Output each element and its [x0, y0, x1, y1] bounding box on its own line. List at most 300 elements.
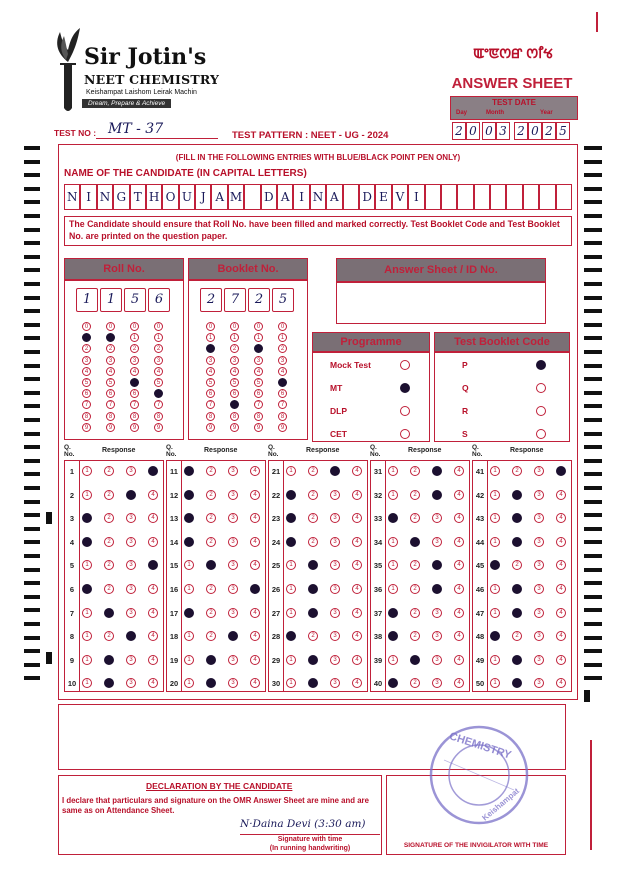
digit-bubble[interactable]: 9: [254, 423, 263, 432]
digit-bubble[interactable]: 9: [130, 423, 139, 432]
answer-bubble[interactable]: [286, 490, 296, 500]
answer-bubble[interactable]: 1: [490, 584, 500, 594]
answer-bubble[interactable]: 3: [228, 490, 238, 500]
answer-bubble[interactable]: 4: [454, 466, 464, 476]
answer-bubble[interactable]: [512, 490, 522, 500]
name-letter-cell[interactable]: [425, 184, 441, 210]
answer-bubble[interactable]: 1: [490, 537, 500, 547]
digit-bubble[interactable]: 1: [130, 333, 139, 342]
answer-bubble[interactable]: 3: [228, 513, 238, 523]
digit-bubble[interactable]: 2: [82, 344, 91, 353]
digit-bubble[interactable]: 1: [154, 333, 163, 342]
answer-bubble[interactable]: 1: [286, 655, 296, 665]
answer-bubble[interactable]: [286, 537, 296, 547]
answer-bubble[interactable]: 1: [184, 584, 194, 594]
answer-bubble[interactable]: 2: [206, 584, 216, 594]
answer-bubble[interactable]: 4: [352, 466, 362, 476]
digit-bubble[interactable]: 6: [254, 389, 263, 398]
answer-bubble[interactable]: [308, 655, 318, 665]
answer-bubble[interactable]: 4: [250, 513, 260, 523]
answer-bubble[interactable]: 4: [250, 655, 260, 665]
code-option-bubble[interactable]: [536, 406, 546, 416]
answer-bubble[interactable]: 1: [82, 631, 92, 641]
digit-bubble[interactable]: 2: [130, 344, 139, 353]
answer-bubble[interactable]: 1: [490, 655, 500, 665]
answer-bubble[interactable]: [184, 466, 194, 476]
name-letter-cell[interactable]: A: [326, 184, 342, 210]
answer-bubble[interactable]: 2: [410, 560, 420, 570]
answer-bubble[interactable]: 1: [286, 608, 296, 618]
answer-bubble[interactable]: 2: [308, 537, 318, 547]
answer-bubble[interactable]: 4: [352, 608, 362, 618]
answer-bubble[interactable]: 3: [126, 560, 136, 570]
answer-bubble[interactable]: 2: [308, 513, 318, 523]
answer-bubble[interactable]: 1: [184, 631, 194, 641]
answer-bubble[interactable]: [104, 655, 114, 665]
answer-bubble[interactable]: 3: [534, 631, 544, 641]
digit-bubble[interactable]: 9: [154, 423, 163, 432]
answer-bubble[interactable]: 1: [82, 466, 92, 476]
programme-option-bubble[interactable]: [400, 429, 410, 439]
answer-bubble[interactable]: 2: [104, 513, 114, 523]
digit-bubble[interactable]: 7: [130, 400, 139, 409]
digit-bubble[interactable]: 2: [254, 344, 263, 353]
answer-bubble[interactable]: 3: [432, 608, 442, 618]
date-digit-cell[interactable]: 2: [542, 122, 556, 140]
answer-bubble[interactable]: 2: [512, 560, 522, 570]
answer-bubble[interactable]: 4: [454, 537, 464, 547]
digit-bubble[interactable]: 4: [206, 367, 215, 376]
name-letter-cell[interactable]: U: [179, 184, 195, 210]
digit-bubble[interactable]: 3: [154, 356, 163, 365]
digit-bubble[interactable]: 1: [230, 333, 239, 342]
answer-bubble[interactable]: 4: [454, 631, 464, 641]
digit-bubble[interactable]: 1: [254, 333, 263, 342]
answer-bubble[interactable]: 3: [330, 560, 340, 570]
answer-bubble[interactable]: 3: [126, 466, 136, 476]
answer-bubble[interactable]: 3: [432, 537, 442, 547]
answer-bubble[interactable]: 4: [352, 678, 362, 688]
answer-bubble[interactable]: [126, 490, 136, 500]
code-option-bubble[interactable]: [536, 383, 546, 393]
digit-bubble[interactable]: 6: [130, 389, 139, 398]
answer-bubble[interactable]: 3: [330, 584, 340, 594]
digit-bubble[interactable]: 4: [82, 367, 91, 376]
answer-bubble[interactable]: 4: [148, 678, 158, 688]
answer-bubble[interactable]: 1: [388, 490, 398, 500]
digit-bubble[interactable]: 4: [106, 367, 115, 376]
name-letter-cell[interactable]: I: [80, 184, 96, 210]
answer-bubble[interactable]: 4: [556, 560, 566, 570]
digit-bubble[interactable]: 7: [254, 400, 263, 409]
digit-bubble[interactable]: 7: [206, 400, 215, 409]
answer-bubble[interactable]: 3: [330, 608, 340, 618]
answer-bubble[interactable]: [104, 608, 114, 618]
digit-write-box[interactable]: 2: [200, 288, 222, 312]
digit-bubble[interactable]: 7: [82, 400, 91, 409]
digit-bubble[interactable]: 7: [230, 400, 239, 409]
answer-bubble[interactable]: 2: [410, 608, 420, 618]
answer-bubble[interactable]: 2: [308, 490, 318, 500]
answer-bubble[interactable]: 3: [228, 537, 238, 547]
answer-bubble[interactable]: [206, 655, 216, 665]
answer-bubble[interactable]: 1: [82, 560, 92, 570]
digit-bubble[interactable]: 1: [278, 333, 287, 342]
answer-bubble[interactable]: 2: [206, 513, 216, 523]
answer-bubble[interactable]: 2: [104, 490, 114, 500]
digit-bubble[interactable]: 8: [130, 412, 139, 421]
name-letter-cell[interactable]: H: [146, 184, 162, 210]
answer-bubble[interactable]: 3: [534, 655, 544, 665]
answer-bubble[interactable]: 2: [104, 560, 114, 570]
answer-bubble[interactable]: 3: [534, 584, 544, 594]
answer-bubble[interactable]: 4: [148, 631, 158, 641]
answer-bubble[interactable]: 1: [490, 608, 500, 618]
answer-bubble[interactable]: 4: [352, 490, 362, 500]
digit-bubble[interactable]: 7: [106, 400, 115, 409]
digit-write-box[interactable]: 7: [224, 288, 246, 312]
date-digit-cell[interactable]: 5: [556, 122, 570, 140]
answer-bubble[interactable]: 2: [104, 584, 114, 594]
digit-bubble[interactable]: 1: [82, 333, 91, 342]
digit-bubble[interactable]: 3: [254, 356, 263, 365]
answer-bubble[interactable]: 3: [126, 678, 136, 688]
answer-bubble[interactable]: 1: [82, 678, 92, 688]
answer-bubble[interactable]: [184, 537, 194, 547]
name-letter-cell[interactable]: M: [228, 184, 244, 210]
answer-bubble[interactable]: 4: [556, 678, 566, 688]
answer-bubble[interactable]: 1: [490, 513, 500, 523]
digit-bubble[interactable]: 7: [154, 400, 163, 409]
test-no-value[interactable]: MT - 37: [108, 121, 164, 137]
answer-bubble[interactable]: 4: [148, 537, 158, 547]
digit-bubble[interactable]: 1: [106, 333, 115, 342]
digit-bubble[interactable]: 0: [106, 322, 115, 331]
code-option-bubble[interactable]: [536, 360, 546, 370]
answer-bubble[interactable]: 2: [410, 584, 420, 594]
answer-bubble[interactable]: [432, 466, 442, 476]
digit-bubble[interactable]: 1: [206, 333, 215, 342]
digit-bubble[interactable]: 2: [154, 344, 163, 353]
digit-bubble[interactable]: 0: [254, 322, 263, 331]
answer-bubble[interactable]: 4: [556, 608, 566, 618]
answer-bubble[interactable]: 3: [534, 608, 544, 618]
answer-bubble[interactable]: 4: [556, 537, 566, 547]
name-letter-cell[interactable]: I: [408, 184, 424, 210]
date-digit-cell[interactable]: 0: [482, 122, 496, 140]
name-letter-cell[interactable]: N: [97, 184, 113, 210]
answer-bubble[interactable]: 1: [286, 560, 296, 570]
answer-bubble[interactable]: 1: [490, 490, 500, 500]
answer-bubble[interactable]: 1: [388, 560, 398, 570]
answer-bubble[interactable]: 2: [206, 537, 216, 547]
digit-bubble[interactable]: 3: [206, 356, 215, 365]
name-letter-cell[interactable]: [506, 184, 522, 210]
digit-bubble[interactable]: 5: [130, 378, 139, 387]
name-letter-cell[interactable]: O: [162, 184, 178, 210]
name-letter-cell[interactable]: [490, 184, 506, 210]
answer-bubble[interactable]: [432, 490, 442, 500]
answer-bubble[interactable]: 4: [250, 466, 260, 476]
name-letter-cell[interactable]: E: [375, 184, 391, 210]
answer-bubble[interactable]: 1: [388, 466, 398, 476]
answer-bubble[interactable]: 1: [286, 466, 296, 476]
answer-bubble[interactable]: 4: [148, 584, 158, 594]
answer-bubble[interactable]: 1: [388, 537, 398, 547]
answer-bubble[interactable]: 4: [250, 608, 260, 618]
answer-bubble[interactable]: 1: [286, 678, 296, 688]
name-letter-cell[interactable]: [441, 184, 457, 210]
answer-bubble[interactable]: 2: [512, 631, 522, 641]
answer-bubble[interactable]: 1: [490, 678, 500, 688]
name-letter-cell[interactable]: D: [261, 184, 277, 210]
answer-bubble[interactable]: 3: [126, 608, 136, 618]
answer-bubble[interactable]: 4: [454, 608, 464, 618]
answer-bubble[interactable]: 1: [388, 655, 398, 665]
digit-bubble[interactable]: 8: [82, 412, 91, 421]
digit-bubble[interactable]: 9: [206, 423, 215, 432]
digit-bubble[interactable]: 5: [230, 378, 239, 387]
answer-bubble[interactable]: 4: [454, 513, 464, 523]
answer-bubble[interactable]: 4: [556, 490, 566, 500]
name-letter-cell[interactable]: V: [392, 184, 408, 210]
digit-bubble[interactable]: 0: [230, 322, 239, 331]
digit-bubble[interactable]: 4: [254, 367, 263, 376]
name-letter-cell[interactable]: A: [277, 184, 293, 210]
answer-bubble[interactable]: [410, 655, 420, 665]
name-letter-cell[interactable]: D: [359, 184, 375, 210]
answer-bubble[interactable]: 2: [104, 537, 114, 547]
answer-bubble[interactable]: 1: [82, 490, 92, 500]
answer-bubble[interactable]: 2: [308, 631, 318, 641]
answer-bubble[interactable]: 4: [250, 678, 260, 688]
answer-bubble[interactable]: 4: [352, 631, 362, 641]
answer-bubble[interactable]: 2: [104, 631, 114, 641]
digit-bubble[interactable]: 5: [278, 378, 287, 387]
digit-bubble[interactable]: 0: [206, 322, 215, 331]
digit-bubble[interactable]: 6: [106, 389, 115, 398]
answer-bubble[interactable]: 3: [126, 584, 136, 594]
answer-bubble[interactable]: 2: [206, 631, 216, 641]
digit-bubble[interactable]: 6: [206, 389, 215, 398]
answer-bubble[interactable]: 3: [228, 584, 238, 594]
digit-bubble[interactable]: 8: [278, 412, 287, 421]
digit-bubble[interactable]: 3: [278, 356, 287, 365]
name-letter-cell[interactable]: [457, 184, 473, 210]
answer-bubble[interactable]: 3: [228, 655, 238, 665]
answer-bubble[interactable]: 4: [454, 560, 464, 570]
name-letter-cell[interactable]: [343, 184, 359, 210]
answer-bubble[interactable]: 1: [82, 655, 92, 665]
digit-bubble[interactable]: 0: [278, 322, 287, 331]
digit-bubble[interactable]: 3: [230, 356, 239, 365]
answer-bubble[interactable]: 1: [184, 655, 194, 665]
digit-bubble[interactable]: 9: [230, 423, 239, 432]
answer-bubble[interactable]: 3: [228, 608, 238, 618]
answer-bubble[interactable]: 1: [82, 608, 92, 618]
answer-bubble[interactable]: 3: [534, 560, 544, 570]
name-letter-cell[interactable]: [474, 184, 490, 210]
digit-bubble[interactable]: 3: [130, 356, 139, 365]
answer-bubble[interactable]: 4: [148, 608, 158, 618]
answer-bubble[interactable]: [308, 584, 318, 594]
answer-bubble[interactable]: [556, 466, 566, 476]
answer-bubble[interactable]: 4: [454, 655, 464, 665]
answer-bubble[interactable]: 2: [410, 513, 420, 523]
answer-bubble[interactable]: [410, 537, 420, 547]
name-letter-cell[interactable]: A: [211, 184, 227, 210]
digit-bubble[interactable]: 3: [82, 356, 91, 365]
digit-bubble[interactable]: 8: [254, 412, 263, 421]
answer-bubble[interactable]: [184, 608, 194, 618]
digit-bubble[interactable]: 2: [106, 344, 115, 353]
answer-bubble[interactable]: [512, 608, 522, 618]
answer-bubble[interactable]: 2: [410, 466, 420, 476]
answer-bubble[interactable]: [512, 537, 522, 547]
answer-bubble[interactable]: 3: [228, 678, 238, 688]
digit-bubble[interactable]: 4: [154, 367, 163, 376]
programme-option-bubble[interactable]: [400, 406, 410, 416]
digit-bubble[interactable]: 5: [206, 378, 215, 387]
answer-bubble[interactable]: 3: [534, 513, 544, 523]
answer-bubble[interactable]: [308, 608, 318, 618]
name-letter-cell[interactable]: [244, 184, 260, 210]
answer-bubble[interactable]: [148, 466, 158, 476]
date-digit-cell[interactable]: 0: [466, 122, 480, 140]
digit-bubble[interactable]: 4: [278, 367, 287, 376]
answer-bubble[interactable]: 4: [148, 490, 158, 500]
digit-bubble[interactable]: 9: [278, 423, 287, 432]
answer-bubble[interactable]: 4: [556, 655, 566, 665]
digit-bubble[interactable]: 6: [82, 389, 91, 398]
answer-bubble[interactable]: 2: [410, 678, 420, 688]
answer-bubble[interactable]: 3: [330, 678, 340, 688]
answer-bubble[interactable]: 3: [534, 678, 544, 688]
answer-bubble[interactable]: 2: [410, 631, 420, 641]
digit-bubble[interactable]: 0: [82, 322, 91, 331]
answer-bubble[interactable]: 1: [286, 584, 296, 594]
digit-bubble[interactable]: 0: [154, 322, 163, 331]
digit-bubble[interactable]: 4: [230, 367, 239, 376]
digit-bubble[interactable]: 0: [130, 322, 139, 331]
digit-write-box[interactable]: 1: [76, 288, 98, 312]
answer-bubble[interactable]: 4: [148, 513, 158, 523]
answer-bubble[interactable]: [432, 584, 442, 594]
answer-bubble[interactable]: 3: [330, 513, 340, 523]
answer-bubble[interactable]: 4: [250, 631, 260, 641]
digit-write-box[interactable]: 1: [100, 288, 122, 312]
digit-bubble[interactable]: 7: [278, 400, 287, 409]
answer-bubble[interactable]: 3: [534, 466, 544, 476]
answer-bubble[interactable]: 4: [556, 631, 566, 641]
answer-bubble[interactable]: 3: [330, 631, 340, 641]
answer-bubble[interactable]: 1: [490, 466, 500, 476]
digit-bubble[interactable]: 6: [154, 389, 163, 398]
digit-write-box[interactable]: 2: [248, 288, 270, 312]
answer-bubble[interactable]: [330, 466, 340, 476]
name-letter-cell[interactable]: T: [130, 184, 146, 210]
answer-bubble[interactable]: 1: [184, 560, 194, 570]
answer-bubble[interactable]: 4: [454, 584, 464, 594]
name-letter-cell[interactable]: [523, 184, 539, 210]
date-digit-cell[interactable]: 3: [496, 122, 510, 140]
answer-bubble[interactable]: 2: [206, 466, 216, 476]
digit-bubble[interactable]: 3: [106, 356, 115, 365]
digit-bubble[interactable]: 8: [106, 412, 115, 421]
answer-bubble[interactable]: 2: [308, 466, 318, 476]
answer-bubble[interactable]: [388, 608, 398, 618]
digit-bubble[interactable]: 2: [278, 344, 287, 353]
answer-bubble[interactable]: 2: [206, 608, 216, 618]
answer-bubble[interactable]: [184, 490, 194, 500]
name-letter-cell[interactable]: J: [195, 184, 211, 210]
answer-bubble[interactable]: 3: [432, 631, 442, 641]
answer-bubble[interactable]: [82, 584, 92, 594]
answer-bubble[interactable]: 3: [330, 655, 340, 665]
answer-bubble[interactable]: 3: [228, 560, 238, 570]
digit-bubble[interactable]: 2: [206, 344, 215, 353]
answer-bubble[interactable]: 2: [512, 466, 522, 476]
digit-bubble[interactable]: 5: [254, 378, 263, 387]
name-letter-cell[interactable]: I: [293, 184, 309, 210]
programme-option-bubble[interactable]: [400, 383, 410, 393]
asid-body[interactable]: [336, 282, 546, 324]
digit-bubble[interactable]: 4: [130, 367, 139, 376]
answer-bubble[interactable]: 3: [330, 490, 340, 500]
answer-bubble[interactable]: 3: [126, 513, 136, 523]
digit-bubble[interactable]: 9: [106, 423, 115, 432]
answer-bubble[interactable]: 3: [126, 655, 136, 665]
answer-bubble[interactable]: 3: [432, 678, 442, 688]
date-digit-cell[interactable]: 0: [528, 122, 542, 140]
answer-bubble[interactable]: 4: [352, 513, 362, 523]
digit-bubble[interactable]: 6: [278, 389, 287, 398]
code-option-bubble[interactable]: [536, 429, 546, 439]
answer-bubble[interactable]: 2: [206, 490, 216, 500]
digit-bubble[interactable]: 8: [206, 412, 215, 421]
date-digit-cell[interactable]: 2: [452, 122, 466, 140]
answer-bubble[interactable]: [512, 655, 522, 665]
digit-bubble[interactable]: 5: [106, 378, 115, 387]
answer-bubble[interactable]: 1: [388, 584, 398, 594]
answer-bubble[interactable]: 1: [184, 678, 194, 688]
answer-bubble[interactable]: 4: [250, 490, 260, 500]
answer-bubble[interactable]: 3: [432, 513, 442, 523]
answer-bubble[interactable]: 4: [352, 560, 362, 570]
programme-option-bubble[interactable]: [400, 360, 410, 370]
name-letter-cell[interactable]: N: [64, 184, 80, 210]
answer-bubble[interactable]: 3: [330, 537, 340, 547]
answer-bubble[interactable]: 2: [104, 466, 114, 476]
date-digit-cell[interactable]: 2: [514, 122, 528, 140]
answer-bubble[interactable]: 4: [352, 537, 362, 547]
digit-bubble[interactable]: 9: [82, 423, 91, 432]
name-letter-cell[interactable]: [539, 184, 555, 210]
answer-bubble[interactable]: 4: [556, 513, 566, 523]
digit-bubble[interactable]: 8: [230, 412, 239, 421]
name-letter-cell[interactable]: N: [310, 184, 326, 210]
answer-bubble[interactable]: 4: [352, 584, 362, 594]
answer-bubble[interactable]: [250, 584, 260, 594]
answer-bubble[interactable]: 3: [534, 537, 544, 547]
digit-bubble[interactable]: 5: [82, 378, 91, 387]
digit-bubble[interactable]: 5: [154, 378, 163, 387]
answer-bubble[interactable]: 4: [454, 678, 464, 688]
answer-bubble[interactable]: 3: [228, 466, 238, 476]
answer-bubble[interactable]: 4: [556, 584, 566, 594]
answer-bubble[interactable]: [82, 537, 92, 547]
answer-bubble[interactable]: 4: [250, 537, 260, 547]
